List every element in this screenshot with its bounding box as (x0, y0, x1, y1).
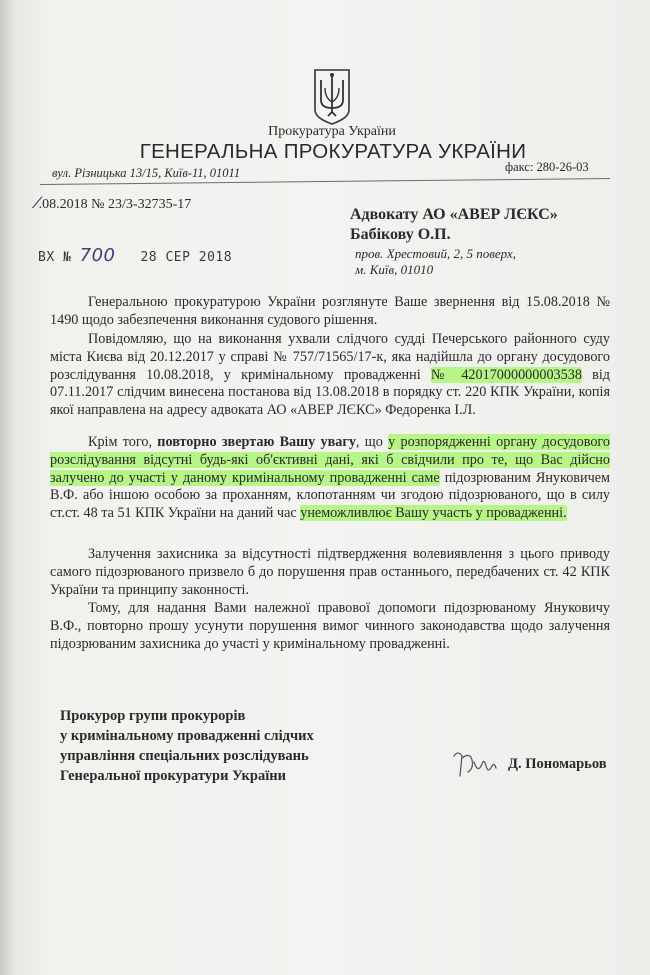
paragraph-3 (50, 434, 610, 523)
p2-text-b: від 07.11.2017 слідчим винесена постанова від 13.08.2018 в порядку ст. 220 КПК України, копія якої направлена на адресу адвоката АО «АВЕР ЛЄКС» Федоренка І.Л. (50, 366, 610, 419)
ministry-name: Прокуратура України (268, 124, 396, 139)
stamp-date: 28 СЕР 2018 (140, 250, 233, 265)
outgoing-day-handwritten: ⁄ (36, 193, 39, 212)
recipient-address-line1: пров. Хрестовий, 2, 5 поверх, (355, 246, 516, 261)
p2-text-a: Повідомляю, що на виконання ухвали слідчого судді Печерського районного суду міста Києва від 20.12.2017 у справі № 757/71565/17-к, яка надійшла до органу досудового розслідування 10.08.2018, у кримінальному провадженні (50, 331, 610, 383)
outgoing-number-text: .08.2018 № 23/3-32735-17 (38, 197, 192, 212)
p3-text-c: підозрюваним Януковичем В.Ф. або іншою особою за проханням, клопотанням чи згодою підозрюваного, що в силу ст.ст. 48 та 51 КПК України на даний час (50, 469, 610, 522)
organization-name: ГЕНЕРАЛЬНА ПРОКУРАТУРА УКРАЇНИ (139, 140, 527, 163)
paragraph-4: Залучення захисника за відсутності підтвердження волевиявлення з цього приводу самого підозрюваного призвело б до порушення прав останнього, передбачених ст. 42 КПК України та принципу законності. (50, 546, 610, 598)
fax-number: факс: 280-26-03 (505, 160, 589, 174)
p2-highlighted-case-number: № 42017000000003538 (430, 366, 582, 383)
paragraph-2 (50, 331, 610, 420)
p3-highlighted-text: у розпорядженні органу досудового розслідування відсутні будь-які об'єктивні дані, які б свідчили про те, що Вас дійсно залучено до участі у даному кримінальному провадженні саме (50, 434, 610, 486)
signatory-line-2: у кримінальному провадженні слідчих (60, 728, 314, 744)
handwritten-signature-icon (448, 746, 500, 782)
trident-emblem-icon (311, 66, 353, 126)
p3-text-a: Крім того, (88, 434, 158, 450)
signer-name: Д. Пономарьов (508, 756, 607, 772)
p3-bold-text: повторно звертаю Вашу увагу (157, 434, 356, 450)
stamp-number-handwritten: 700 (79, 245, 116, 266)
recipient-organization: Адвокату АО «АВЕР ЛЄКС» (350, 206, 558, 223)
outgoing-number (36, 193, 191, 213)
sender-address: вул. Різницька 13/15, Київ-11, 01011 (52, 166, 241, 180)
recipient-address-line2: м. Київ, 01010 (355, 262, 434, 277)
signatory-line-3: управління спеціальних розслідувань (60, 748, 309, 764)
paragraph-5: Тому, для надання Вами належної правової допомоги підозрюваному Януковичу В.Ф., повторно прошу усунути порушення вимог чинного законодавства щодо залучення підозрюваним захисника до участі у кримінальному провадженні. (50, 600, 610, 652)
recipient-name: Бабікову О.П. (350, 226, 451, 243)
stamp-prefix: ВХ № (38, 250, 72, 265)
p3-text-b: , що (355, 434, 389, 450)
incoming-stamp (38, 245, 232, 266)
signatory-line-1: Прокурор групи прокурорів (60, 708, 246, 724)
signatory-title (60, 706, 314, 786)
paragraph-1: Генеральною прокуратурою України розглянуте Ваше звернення від 15.08.2018 № 1490 щодо забезпечення виконання судового рішення. (50, 294, 610, 328)
signatory-line-4: Генеральної прокуратури України (60, 768, 286, 784)
p3-highlighted-text-2: унеможливлює Вашу участь у провадженні. (300, 505, 567, 522)
